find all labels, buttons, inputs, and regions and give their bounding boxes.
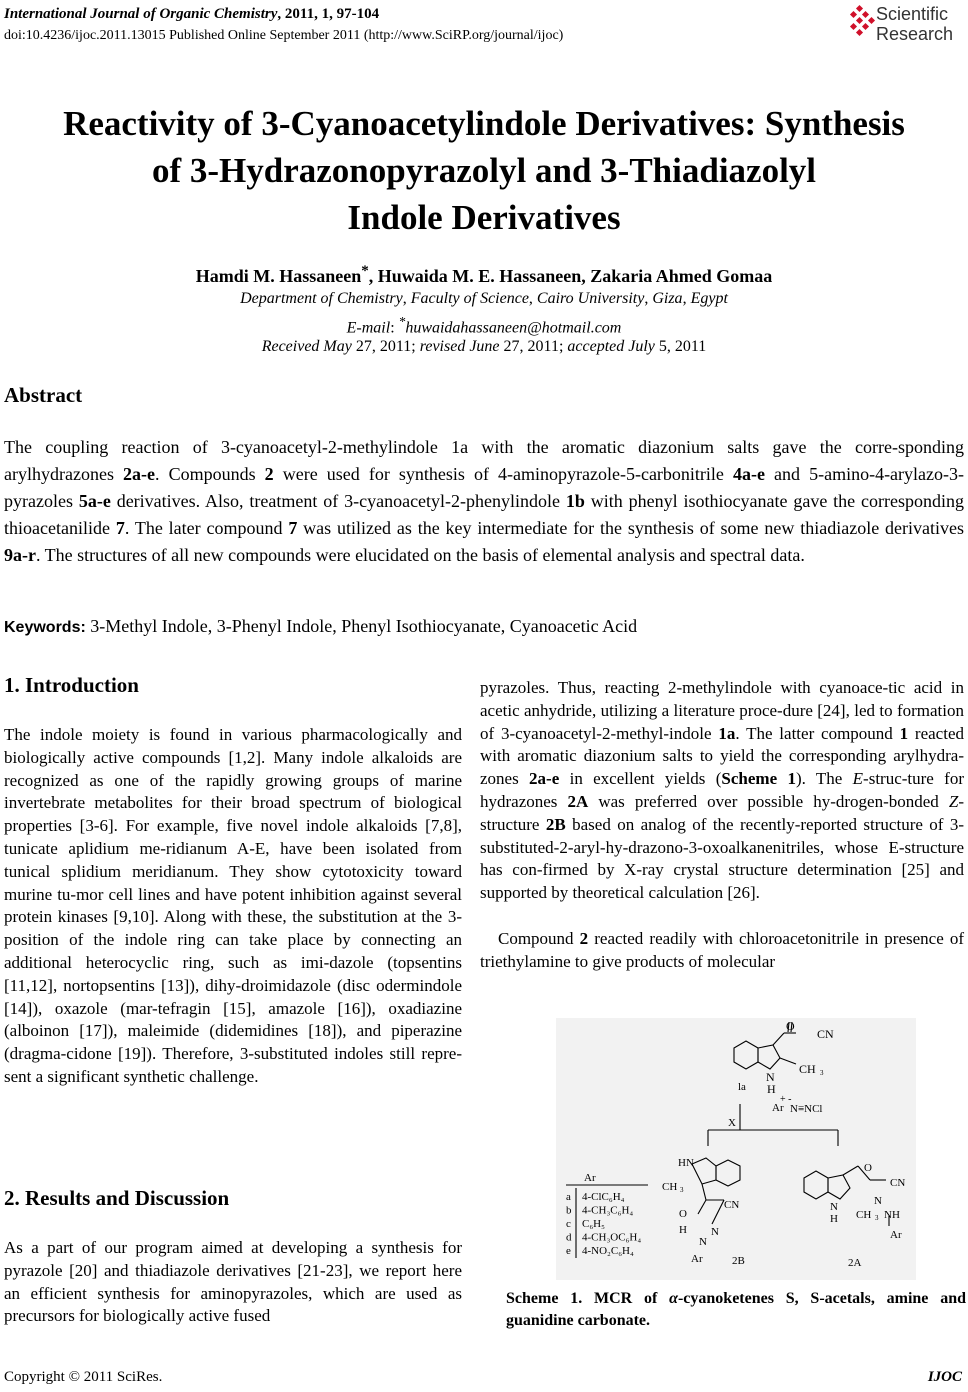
scheme-o-1a: O xyxy=(786,1019,795,1033)
results-paragraph: As a part of our program aimed at developing a synthesis for pyrazole [20] and thiadiazole derivatives [21-23], we report here an efficient synthesis for aminopyrazoles, which are used as precursors for biologically active fused xyxy=(4,1238,462,1326)
scheme-label-2b: 2B xyxy=(732,1255,745,1267)
logo-mark-icon xyxy=(848,4,876,40)
scheme-cn-1a: CN xyxy=(817,1027,834,1041)
intro-paragraph: The indole moiety is found in various pharmacologically and biologically active compounds [1,2]. Many indole alkaloids are recognized as one of the rapidly growing groups of marine invertebrate metabolites for their broad spectrum of biological properties [3-6]. For example, five novel indole alkaloids [7,8], tunicate aplidium me-ridianum A-E, have been isolated from tunical splidium meridianum. They show cytotoxicity toward murine tu-mor cell lines and have potent inhibition against several protein kinases [9,10]. Along with these, the substitution at the 3-position of the indole ring can take place by connecting an additional heterocyclic ring, such as imi-dazole (topsentins [11,12], nortopsentins [13]), dihy-droimidazole (disc odermindole [14]), oxazole (mar-tefragin [15], amazole [16]), oxadiazine (alboinon [17]), maleimide (didemidines [18]), and piperazine (dragma-cidone [19]). Therefore, 3-substituted indoles still repre-sent a significant synthetic challenge. xyxy=(4,725,462,1086)
scheme-hn-2b: HN xyxy=(678,1157,694,1169)
ar-letter-e: e xyxy=(566,1245,571,1257)
scheme-n2-2b: N xyxy=(711,1226,719,1238)
logo-text xyxy=(876,4,953,44)
scheme-label-2a: 2A xyxy=(848,1257,862,1269)
scheme-h-2b: H xyxy=(679,1224,687,1236)
scheme-ar-2a: Ar xyxy=(890,1229,902,1241)
scheme-ch3-2a: CH xyxy=(856,1209,872,1221)
paper-title xyxy=(0,100,968,241)
right-paragraph-2: Compound 2 reacted readily with chloroacetonitrile in presence of triethylamine to give products of molecular xyxy=(480,929,965,971)
email-address[interactable]: huwaidahassaneen@hotmail.com xyxy=(405,319,622,337)
scheme-h-2a: H xyxy=(830,1213,838,1225)
affil-country: Egypt xyxy=(690,290,728,307)
scheme-cn-2b: CN xyxy=(724,1199,740,1211)
keywords xyxy=(4,616,637,637)
doi-line: doi:10.4236/ijoc.2011.13015 Published Online September 2011 (http://www.SciRP.org/journal/ijoc) xyxy=(4,28,564,43)
affil-dept: Department of Chemistry xyxy=(240,290,403,307)
journal-name: International Journal of Organic Chemistry xyxy=(4,6,278,22)
keywords-label: Keywords: xyxy=(4,619,86,636)
scheme-reagent-diazonium: N≡NCl xyxy=(790,1103,823,1115)
scheme-ar-2b: Ar xyxy=(691,1253,703,1265)
scheme-ar-table-header: Ar xyxy=(584,1172,596,1184)
logo-line-2: Research xyxy=(876,24,954,44)
scheme-ch3-sub-2b: 3 xyxy=(680,1186,684,1194)
corresponding-star: * xyxy=(361,263,369,279)
ar-group-d: 4-CH₃OC₆H₄ xyxy=(582,1231,642,1244)
scheme-nh-2a: NH xyxy=(884,1209,900,1221)
scheme-n-indole-2a: N xyxy=(830,1201,838,1213)
journal-header xyxy=(4,6,379,23)
scheme-caption: Scheme 1. MCR of α-cyanoketenes S, S-acetals, amine and guanidine carbonate. xyxy=(506,1290,966,1329)
affil-faculty: Faculty of Science xyxy=(410,290,529,307)
ar-group-a: 4-ClC₆H₄ xyxy=(582,1191,625,1203)
scheme-n-2a: N xyxy=(874,1195,882,1207)
author-1: Hamdi M. Hassaneen xyxy=(195,266,362,286)
ar-letter-b: b xyxy=(566,1204,572,1217)
title-line-2: of 3-Hydrazonopyrazolyl and 3-Thiadiazolyl xyxy=(151,151,817,190)
scheme-ch3-2b: CH xyxy=(662,1181,678,1193)
ar-group-c: C₆H₅ xyxy=(582,1218,605,1230)
affiliation: Department of Chemistry, Faculty of Science, Cairo University, Giza, Egypt xyxy=(240,290,728,307)
accepted-date: 5, 2011 xyxy=(654,338,707,355)
author-list xyxy=(0,263,968,287)
scheme-cn-2a: CN xyxy=(890,1177,906,1189)
affil-city: Giza xyxy=(652,290,683,307)
affil-university: Cairo University xyxy=(536,290,645,307)
email-line: E-mail: *huwaidahassaneen@hotmail.com xyxy=(346,314,622,337)
dates-line: Received May 27, 2011; revised June 27, 2011; accepted July 5, 2011 xyxy=(261,338,707,355)
revised-date: 27, 2011; xyxy=(499,338,568,355)
copyright: Copyright © 2011 SciRes. xyxy=(4,1369,163,1385)
scheme-ch3-sub-1a: 3 xyxy=(820,1069,824,1077)
title-line-1: Reactivity of 3-Cyanoacetylindole Derivatives: Synthesis xyxy=(63,104,905,143)
abstract-body: The coupling reaction of 3-cyanoacetyl-2-methylindole 1a with the aromatic diazonium salts gave the corre-sponding arylhydrazones 2a-e. Compounds 2 were used for synthesis of 4-aminopyrazole-5-carbonitrile 4a-e and 5-amino-4-arylazo-3-pyrazoles 5a-e derivatives. Also, treatment of 3-cyanoacetyl-2-phenylindole 1b with phenyl isothiocyanate gave the corresponding thioacetanilide 7. The later compound 7 was utilized as the key intermediate for the synthesis of some new thiadiazole derivatives 9a-r. The structures of all new compounds were elucidated on the basis of elemental analysis and spectral data. xyxy=(4,437,965,565)
scheme-n-1a: N xyxy=(766,1070,775,1084)
scheme-o-2b: O xyxy=(679,1208,687,1220)
ar-letter-d: d xyxy=(566,1231,572,1244)
results-heading: 2. Results and Discussion xyxy=(4,1186,230,1210)
email-label: E-mail xyxy=(346,319,391,337)
scheme-n1-2b: N xyxy=(699,1236,707,1248)
received-date: 27, 2011; xyxy=(351,338,420,355)
ar-group-e: 4-NO₂C₆H₄ xyxy=(582,1245,634,1257)
journal-volume: , 2011, 1, 97-104 xyxy=(277,6,380,22)
other-authors: , Huwaida M. E. Hassaneen, Zakaria Ahmed Gomaa xyxy=(368,266,773,286)
scheme-ch3-sub-2a: 3 xyxy=(875,1214,879,1222)
ar-group-b: 4-CH₃C₆H₄ xyxy=(582,1204,634,1217)
keywords-text: 3-Methyl Indole, 3-Phenyl Indole, Phenyl Isothiocyanate, Cyanoacetic Acid xyxy=(85,616,638,636)
scheme-reagent-charges: + - xyxy=(780,1094,792,1105)
journal-abbr: IJOC xyxy=(927,1369,962,1385)
ar-letter-a: a xyxy=(566,1191,571,1203)
abstract-heading: Abstract xyxy=(4,383,83,407)
intro-heading: 1. Introduction xyxy=(4,673,139,697)
title-line-3: Indole Derivatives xyxy=(347,198,621,237)
publisher-logo xyxy=(848,4,966,46)
right-paragraph-1: pyrazoles. Thus, reacting 2-methylindole with cyanoace-tic acid in acetic anhydride, utilizing a literature proce-dure [24], led to formation of 3-cyanoacetyl-2-methyl-indole 1a. The latter compound 1 reacted with aromatic diazonium salts to yield the corresponding arylhydra-zones 2a-e in excellent yields (Scheme 1). The E-struc-ture for hydrazones 2A was preferred over possible hy-drogen-bonded Z-structure 2B based on analog of the recently-reported structure of 3-substituted-2-aryl-hy-drazono-3-oxoalkanenitriles, whose E-structure has con-firmed by X-ray crystal structure determination [25] and supported by theoretical calculation [26]. xyxy=(480,678,965,903)
ar-letter-c: c xyxy=(566,1218,571,1230)
scheme-reagent-ar: Ar xyxy=(772,1102,784,1114)
scheme-reference[interactable]: Scheme 1 xyxy=(721,769,796,789)
scheme-h-1a: H xyxy=(767,1082,776,1096)
logo-line-1: Scientific xyxy=(876,4,949,24)
scheme-ch3-1a: CH xyxy=(799,1062,816,1076)
scheme-x: X xyxy=(728,1117,736,1129)
scheme-o-2a: O xyxy=(864,1162,872,1174)
scheme-label-1a: la xyxy=(738,1081,746,1093)
scheme-1-figure xyxy=(556,1018,916,1280)
